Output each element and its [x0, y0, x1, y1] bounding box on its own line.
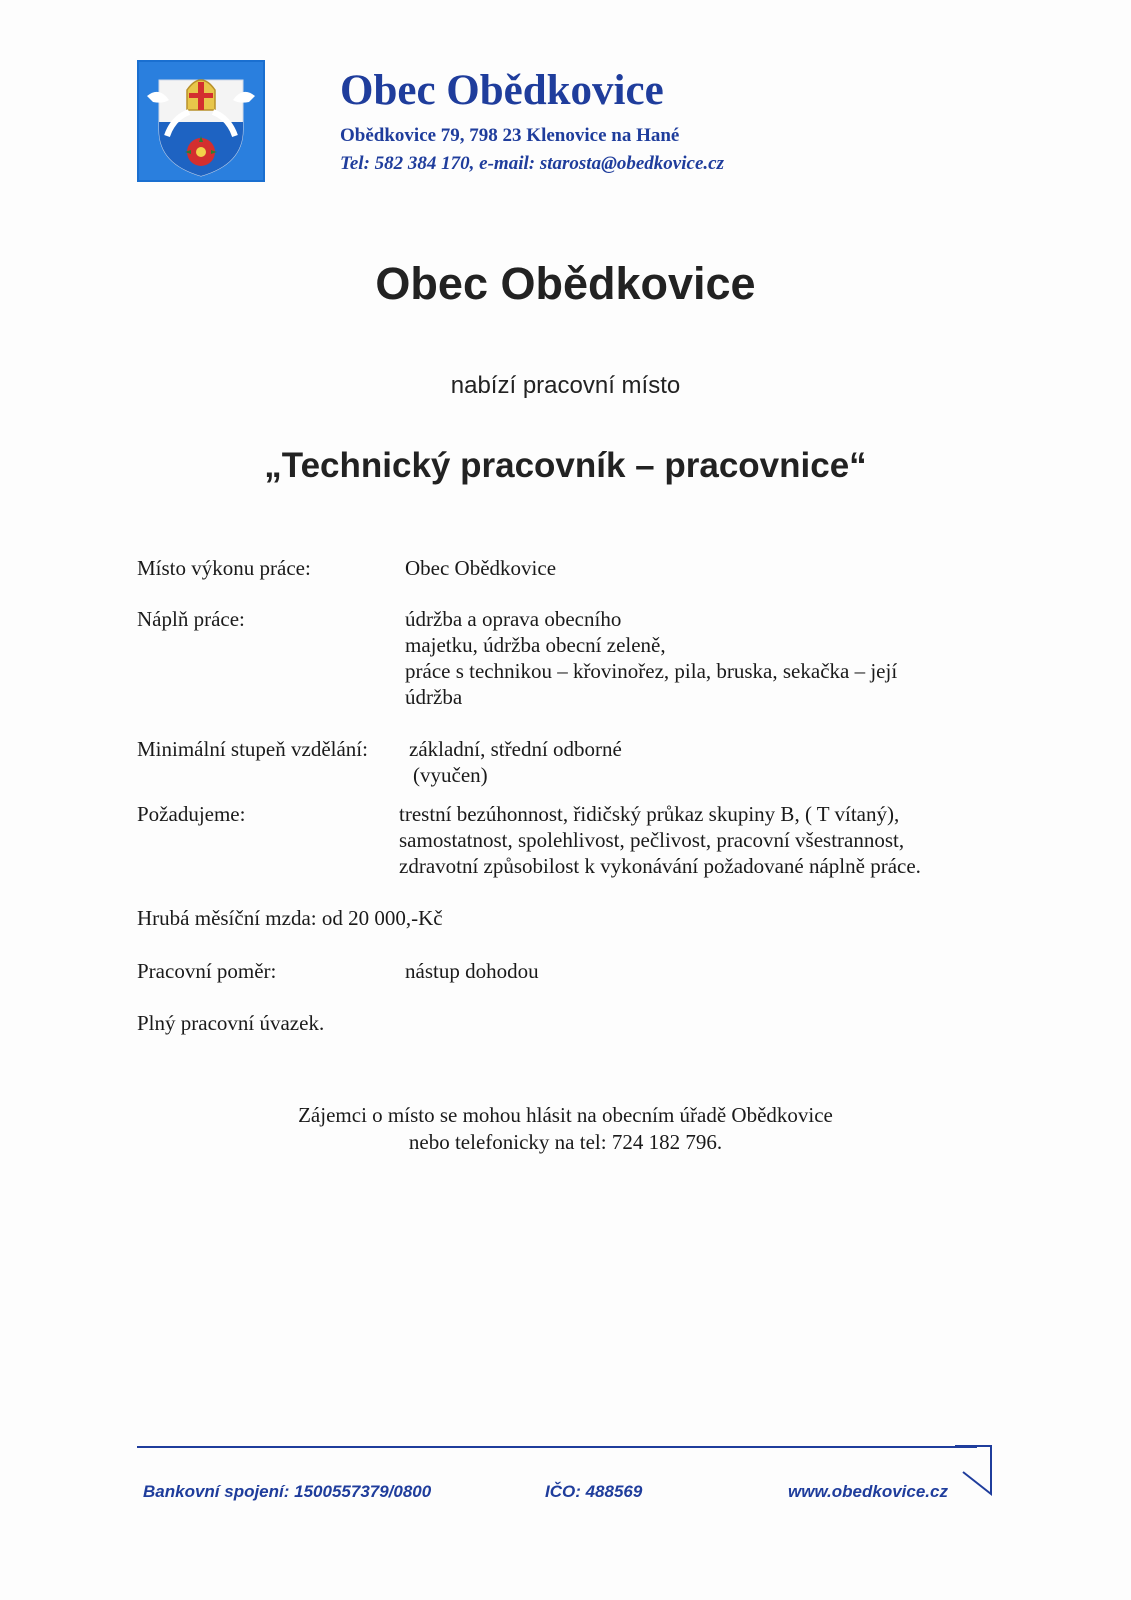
footer-web[interactable]: www.obedkovice.cz [788, 1482, 948, 1501]
detail-label: Minimální stupeň vzdělání: [137, 737, 368, 761]
detail-value [405, 958, 985, 984]
detail-value-line: údržba [405, 685, 463, 709]
subtitle: nabízí pracovní místo [450, 372, 681, 399]
footer-bank: Bankovní spojení: 1500557379/0800 [143, 1482, 432, 1501]
detail-value-line: Obec Obědkovice [405, 556, 557, 580]
detail-label: Místo výkonu práce: [137, 556, 311, 580]
detail-value [405, 555, 985, 581]
detail-value [409, 736, 989, 788]
detail-value-line: nástup dohodou [405, 959, 539, 983]
closing-line: nebo telefonicky na tel: 724 182 796. [408, 1130, 723, 1154]
detail-label: Náplň práce: [137, 607, 245, 631]
letterhead [340, 64, 724, 178]
workload-text: Plný pracovní úvazek. [137, 1011, 325, 1035]
detail-value [405, 606, 985, 710]
letterhead-address: Obědkovice 79, 798 23 Klenovice na Hané [340, 125, 680, 146]
letterhead-contact: Tel: 582 384 170, e-mail: starosta@obedkovice.cz [340, 153, 724, 174]
letterhead-title: Obec Obědkovice [340, 67, 664, 114]
detail-value-line: majetku, údržba obecní zeleně, [405, 633, 666, 657]
footer-arrow-icon [955, 1438, 995, 1498]
detail-label: Pracovní poměr: [137, 959, 277, 983]
detail-value-line: (vyučen) [413, 763, 488, 787]
page-title: Obec Obědkovice [375, 258, 756, 309]
detail-value [399, 801, 979, 879]
footer-ico: IČO: 488569 [545, 1482, 643, 1501]
closing-text [0, 1102, 1131, 1156]
detail-value-line: zdravotní způsobilost k vykonávání požadované náplně práce. [399, 854, 921, 878]
detail-label: Požadujeme: [137, 802, 246, 826]
detail-value-line: údržba a oprava obecního [405, 607, 622, 631]
detail-value-line: samostatnost, spolehlivost, pečlivost, pracovní všestrannost, [399, 828, 905, 852]
salary-text: Hrubá měsíční mzda: od 20 000,-Kč [137, 906, 443, 930]
position-title: „Technický pracovník – pracovnice“ [264, 446, 867, 485]
closing-line: Zájemci o místo se mohou hlásit na obecním úřadě Obědkovice [298, 1103, 833, 1127]
coat-of-arms-icon [137, 60, 265, 182]
detail-value-line: trestní bezúhonnost, řidičský průkaz skupiny B, ( T vítaný), [399, 802, 900, 826]
detail-value-line: základní, střední odborné [409, 737, 622, 761]
footer-divider [137, 1446, 977, 1448]
detail-value-line: práce s technikou – křovinořez, pila, bruska, sekačka – její [405, 659, 898, 683]
